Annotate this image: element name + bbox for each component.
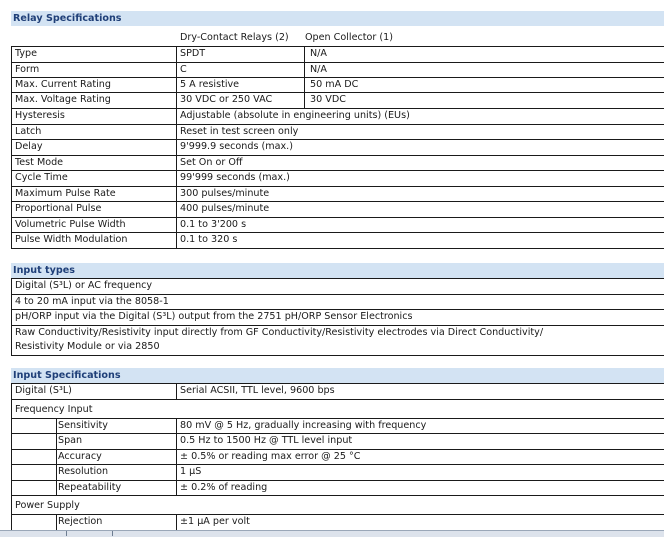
input-types-rule [11,355,664,356]
power-row-value: ±1 µA per volt [180,516,250,527]
relay-col-divider [304,46,305,108]
relay-row-label: Cycle Time [15,172,68,183]
relay-row-span: 0.1 to 320 s [180,234,238,245]
relay-row-span: Set On or Off [180,157,243,168]
relay-row-open: N/A [310,64,327,75]
relay-row-label: Type [15,48,38,59]
relay-rule [11,201,664,202]
relay-row-label: Maximum Pulse Rate [15,188,116,199]
frequency-row-value: ± 0.2% of reading [180,482,268,493]
relay-col-header-open: Open Collector (1) [305,32,393,43]
relay-row-span: Adjustable (absolute in engineering units) (EUs) [180,110,410,121]
relay-row-label: Pulse Width Modulation [15,234,128,245]
frequency-row-value: 80 mV @ 5 Hz, gradually increasing with frequency [180,420,427,431]
relay-row-label: Proportional Pulse [15,203,102,214]
input-specs-section-title: Input Specifications [13,370,121,381]
power-supply-label: Power Supply [15,500,80,511]
frequency-row-label: Sensitivity [58,420,108,431]
relay-row-dry: 30 VDC or 250 VAC [180,94,273,105]
relay-row-label: Volumetric Pulse Width [15,219,126,230]
input-type-item: 4 to 20 mA input via the 8058-1 [15,296,169,307]
relay-rule [11,46,664,47]
relay-row-label: Delay [15,141,43,152]
input-specs-rule [11,495,664,496]
input-types-section-title: Input types [13,265,75,276]
scrollbar-divider [66,531,67,536]
input-types-left-border [11,278,12,355]
relay-section-title: Relay Specifications [13,13,122,24]
relay-row-span: 400 pulses/minute [180,203,270,214]
frequency-row-value: 1 µS [180,466,202,477]
frequency-row-value: ± 0.5% or reading max error @ 25 °C [180,451,361,462]
frequency-input-label: Frequency Input [15,404,93,415]
input-specs-col-divider [176,514,177,530]
relay-col-header-dry: Dry-Contact Relays (2) [180,32,289,43]
input-type-item: Raw Conductivity/Resistivity input directly from GF Conductivity/Resistivity electrodes via Direct Conductivity/ Resistivity Module or via 2850 [15,327,544,352]
input-specs-rule [11,464,664,465]
relay-row-label: Latch [15,126,42,137]
input-type-item: Digital (S³L) or AC frequency [15,280,153,291]
frequency-row-label: Span [58,435,83,446]
relay-row-dry: SPDT [180,48,206,59]
relay-rule [11,170,664,171]
frequency-row-label: Repeatability [58,482,122,493]
relay-row-open: 50 mA DC [310,79,359,90]
relay-row-label: Max. Voltage Rating [15,94,111,105]
relay-row-label: Form [15,64,40,75]
frequency-row-value: 0.5 Hz to 1500 Hz @ TTL level input [180,435,353,446]
input-specs-rule [11,383,664,384]
relay-left-border [11,46,12,248]
power-row-label: Rejection [58,516,103,527]
relay-col-divider [176,46,177,248]
scrollbar-divider [112,531,113,536]
input-specs-rule [11,514,664,515]
relay-rule [11,124,664,125]
relay-row-span: 9'999.9 seconds (max.) [180,141,293,152]
input-specs-left-border [11,383,12,530]
input-specs-sub-divider [56,418,57,495]
input-specs-col-divider [176,383,177,399]
input-specs-rule [11,399,664,400]
relay-row-label: Hysteresis [15,110,65,121]
relay-row-dry: 5 A resistive [180,79,240,90]
relay-rule [11,62,664,63]
frequency-row-label: Accuracy [58,451,102,462]
relay-row-span: 300 pulses/minute [180,188,270,199]
relay-row-open: 30 VDC [310,94,346,105]
input-specs-col-divider [176,418,177,495]
relay-row-label: Test Mode [15,157,64,168]
digital-value: Serial ACSII, TTL level, 9600 bps [180,385,335,396]
relay-row-dry: C [180,64,187,75]
relay-rule [11,248,664,249]
relay-row-span: 0.1 to 3'200 s [180,219,247,230]
relay-row-open: N/A [310,48,327,59]
relay-rule [11,139,664,140]
input-specs-sub-divider [56,514,57,530]
relay-row-span: 99'999 seconds (max.) [180,172,290,183]
relay-row-label: Max. Current Rating [15,79,111,90]
input-types-section-header [11,263,664,278]
relay-row-span: Reset in test screen only [180,126,299,137]
input-type-item: pH/ORP input via the Digital (S³L) output from the 2751 pH/ORP Sensor Electronics [15,311,413,322]
digital-label: Digital (S³L) [15,385,72,396]
relay-rule [11,155,664,156]
frequency-row-label: Resolution [58,466,109,477]
